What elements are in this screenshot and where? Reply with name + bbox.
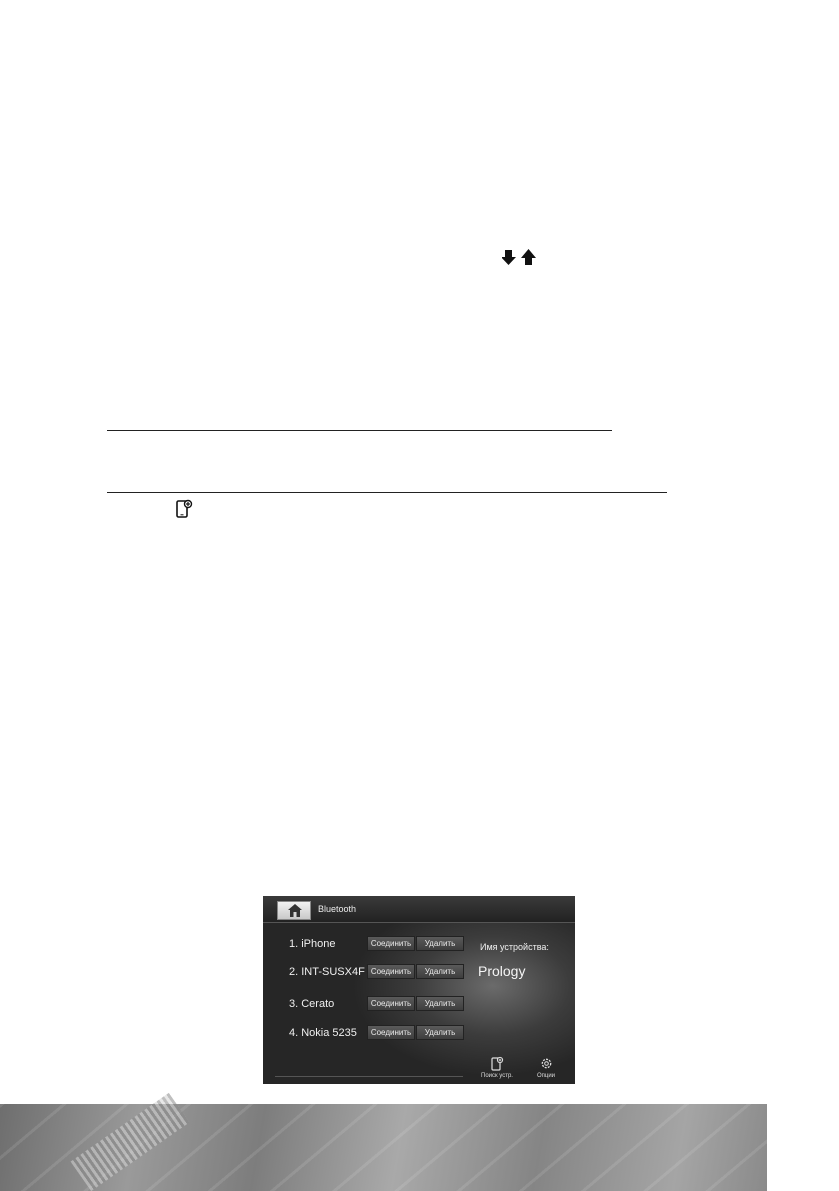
- connect-button[interactable]: Соединить: [367, 1025, 415, 1040]
- connect-button[interactable]: Соединить: [367, 996, 415, 1011]
- device-name-label: Имя устройства:: [480, 942, 549, 952]
- bluetooth-screen: [263, 896, 575, 1084]
- device-row: [263, 996, 463, 1012]
- phone-search-icon: [490, 1056, 504, 1071]
- top-bar: [263, 896, 575, 923]
- connect-button[interactable]: Соединить: [367, 964, 415, 979]
- search-device-label: Поиск устр.: [481, 1073, 513, 1079]
- device-name: 3. Cerato: [289, 998, 335, 1010]
- device-name-value: Prology: [478, 963, 526, 979]
- delete-button[interactable]: Удалить: [416, 936, 464, 951]
- device-name: 1. iPhone: [289, 938, 336, 950]
- section-rule-top: [107, 430, 612, 431]
- device-row: [263, 936, 463, 952]
- list-divider: [275, 1076, 463, 1077]
- connect-button[interactable]: Соединить: [367, 936, 415, 951]
- delete-button[interactable]: Удалить: [416, 964, 464, 979]
- decorative-film-strip: [71, 1093, 190, 1191]
- home-button[interactable]: [277, 901, 311, 920]
- delete-button[interactable]: Удалить: [416, 1025, 464, 1040]
- phone-search-icon: [174, 499, 194, 519]
- device-row: [263, 964, 463, 980]
- device-name: 4. Nokia 5235: [289, 1027, 357, 1039]
- gear-icon: [539, 1056, 554, 1071]
- home-icon: [288, 904, 302, 917]
- options-button[interactable]: [531, 1056, 561, 1079]
- section-rule-bottom: [107, 492, 667, 493]
- device-name: 2. INT-SUSX4F: [289, 966, 365, 978]
- screen-title: Bluetooth: [318, 904, 357, 914]
- device-row: [263, 1025, 463, 1041]
- options-label: Опции: [536, 1073, 556, 1079]
- delete-button[interactable]: Удалить: [416, 996, 464, 1011]
- decorative-footer-band: [0, 1104, 767, 1191]
- search-device-button[interactable]: [473, 1056, 521, 1079]
- down-up-arrows-icon: [502, 248, 538, 266]
